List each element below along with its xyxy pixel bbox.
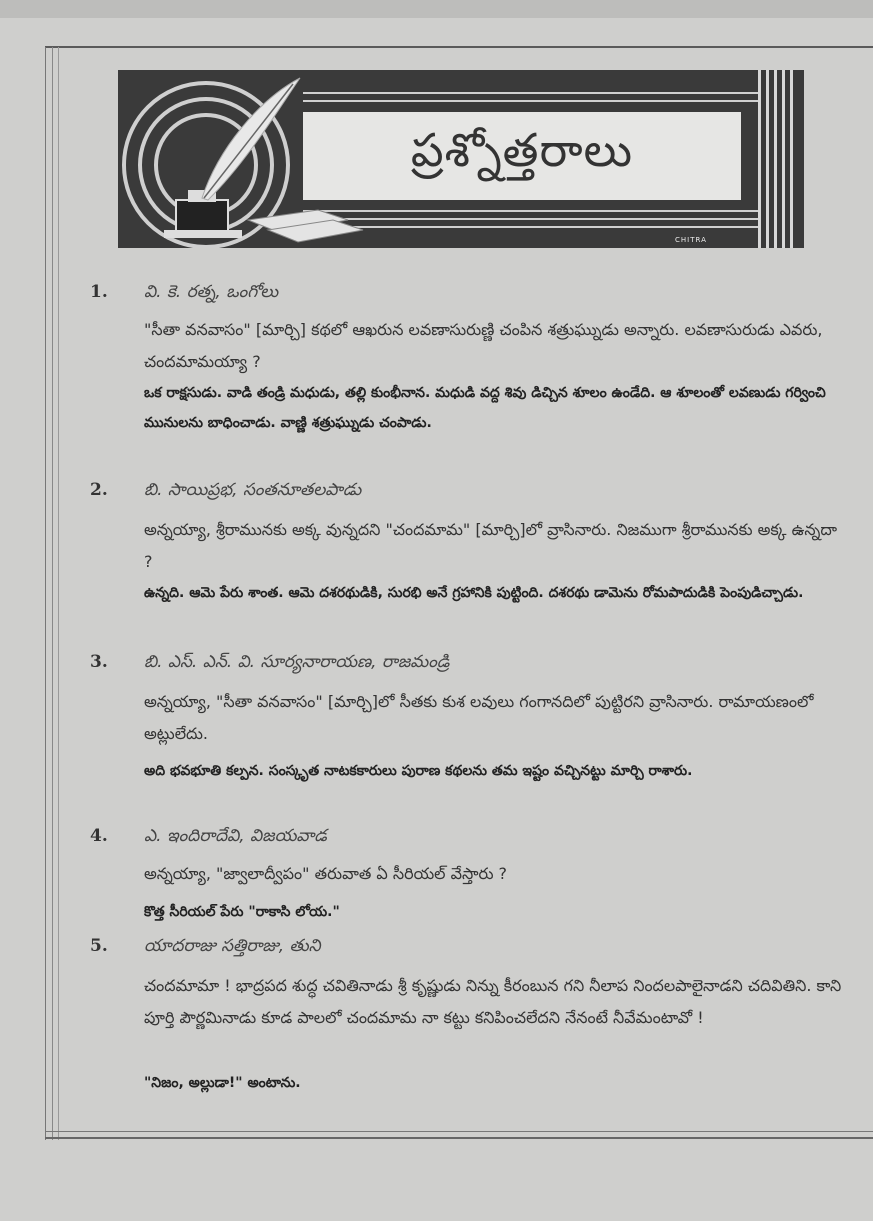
header-banner <box>118 70 804 248</box>
asker-name: బి. సాయిప్రభ, సంతనూతలపాడు <box>144 480 362 500</box>
question-number: 2. <box>90 480 108 500</box>
frame-bottom-rule <box>45 1131 873 1132</box>
frame-left-rule <box>52 47 53 1140</box>
answer-text: కొత్త సీరియల్ పేరు "రాకాసి లోయ." <box>144 904 340 920</box>
question-text: "సీతా వనవాసం" [మార్చి] కథలో ఆఖరున లవణాసురుణ్ణి చంపిన శత్రుఘ్నుడు అన్నారు. లవణాసురుడు ఎవరు, చందమామయ్యా ? <box>144 320 823 371</box>
question-number: 4. <box>90 826 108 846</box>
answer-text: "నిజం, అల్లుడా!" అంటాను. <box>144 1075 301 1091</box>
answer-text: ఉన్నది. ఆమె పేరు శాంత. ఆమె దశరథుడికి, సురభి అనే గ్రహానికి పుట్టింది. దశరథు డామెను రోమపాదుడికి పెంపుడిచ్చాడు. <box>144 585 804 601</box>
frame-bottom-rule <box>45 1137 873 1139</box>
question-text: అన్నయ్యా, "జ్వాలాద్వీపం" తరువాత ఏ సీరియల్ వేస్తారు ? <box>144 864 508 883</box>
question-number: 1. <box>90 282 108 302</box>
asker-name: ఎ. ఇందిరాదేవి, విజయవాడ <box>144 826 327 846</box>
artist-signature: CHITRA <box>675 236 707 244</box>
asker-name: వి. కె. రత్న, ఒంగోలు <box>144 282 279 302</box>
asker-name: బి. ఎస్. ఎన్. వి. సూర్యనారాయణ, రాజమండ్రి <box>144 652 450 672</box>
question-number: 3. <box>90 652 108 672</box>
frame-top-rule <box>45 46 873 48</box>
page-title: ప్రశ్నోత్తరాలు <box>410 123 634 177</box>
question-number: 5. <box>90 936 108 956</box>
frame-left-rule <box>45 47 46 1140</box>
asker-name: యాదరాజు సత్తిరాజు, తుని <box>144 936 321 956</box>
answer-text: ఒక రాక్షసుడు. వాడి తండ్రి మధుడు, తల్లి కుంభీనాన. మధుడి వద్ద శివు డిచ్చిన శూలం ఉండేది. ఆ శూలంతో లవణుడు గర్వించి మునులను బాధించాడు. వాణ్ణి శత్రుఘ్నుడు చంపాడు. <box>144 385 826 431</box>
page-top-edge <box>0 0 873 18</box>
question-text: అన్నయ్యా, శ్రీరామునకు అక్క వున్నదని "చందమామ" [మార్చి]లో వ్రాసినారు. నిజముగా శ్రీరామునకు అక్క ఉన్నదా ? <box>144 520 837 571</box>
question-text: చందమామా ! భాద్రపద శుద్ధ చవితినాడు శ్రీ కృష్ణుడు నిన్ను కీరంబున గని నీలాప నిందలపాలైనాడని చదివితిని. కాని పూర్తి పౌర్ణమినాడు కూడ పాలలో చందమామ నా కట్టు కనిపించలేదని నేనంటే నీవేమంటావో ! <box>144 976 842 1027</box>
frame-left-rule <box>58 47 59 1140</box>
question-text: అన్నయ్యా, "సీతా వనవాసం" [మార్చి]లో సీతకు కుశ లవులు గంగానదిలో పుట్టిరని వ్రాసినారు. రామాయణంలో అట్లులేదు. <box>144 692 814 743</box>
answer-text: అది భవభూతి కల్పన. సంస్కృత నాటకకారులు పురాణ కథలను తమ ఇష్టం వచ్చినట్టు మార్చి రాశారు. <box>144 763 693 779</box>
